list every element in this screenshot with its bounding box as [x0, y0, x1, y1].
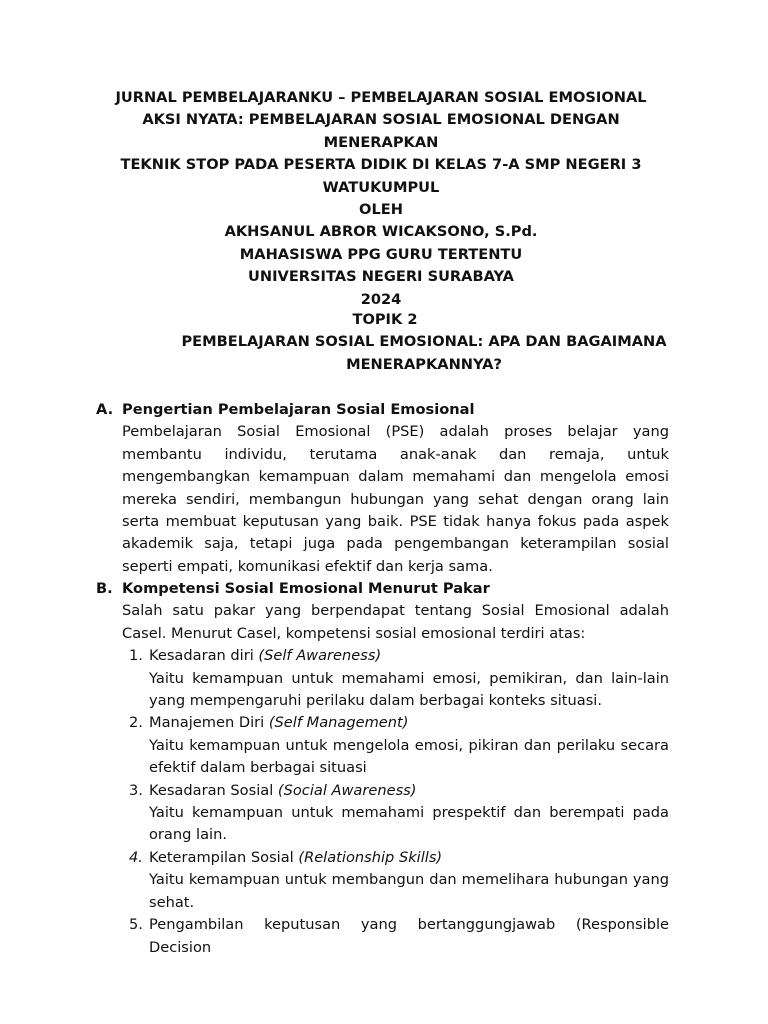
section-a-title: Pengertian Pembelajaran Sosial Emosional — [122, 401, 475, 418]
item-name: Kesadaran Sosial — [149, 781, 278, 799]
list-item — [122, 645, 669, 712]
item-english: (Self Awareness) — [258, 647, 382, 665]
item-name: Kesadaran diri — [149, 647, 259, 665]
list-item-title — [149, 780, 669, 802]
section-a-paragraph: Pembelajaran Sosial Emosional (PSE) adalah proses belajar yang membantu individu, terutama anak-anak dan remaja, untuk mengembangkan kemampuan dalam memahami dan mengelola emosi mereka sendiri, membangun hubungan yang sehat dengan orang lain serta membuat keputusan yang baik. PSE tidak hanya fokus pada aspek akademik saja, tetapi juga pada pengembangan keterampilan sosial seperti empati, komunikasi efektif dan kerja sama. — [122, 423, 669, 575]
header-line: OLEH — [359, 201, 403, 219]
list-item — [122, 847, 669, 914]
list-number: 2. — [129, 714, 143, 732]
section-b-letter: B. — [96, 580, 113, 597]
list-item-title — [149, 914, 669, 959]
topic-title-line2: MENERAPKANNYA? — [346, 355, 502, 373]
header-line: TEKNIK STOP PADA PESERTA DIDIK DI KELAS 7-A SMP NEGERI 3 — [120, 156, 642, 174]
item-english: (Relationship Skills) — [298, 848, 443, 866]
list-item — [122, 780, 669, 847]
header-line: WATUKUMPUL — [322, 178, 440, 196]
item-name: Manajemen Diri — [149, 714, 269, 732]
item-description: Yaitu kemampuan untuk mengelola emosi, pikiran dan perilaku secara efektif dalam berbagai situasi — [149, 736, 669, 777]
list-item — [122, 914, 669, 959]
list-number: 3. — [129, 781, 143, 799]
section-a — [96, 399, 669, 578]
competency-list — [122, 645, 669, 959]
item-description: Yaitu kemampuan untuk memahami emosi, pemikiran, dan lain-lain yang mempengaruhi perilaku dalam berbagai konteks situasi. — [149, 669, 669, 710]
topic-title-line1: PEMBELAJARAN SOSIAL EMOSIONAL: APA DAN BAGAIMANA — [181, 333, 667, 351]
section-a-heading — [96, 399, 669, 421]
header-line: AKSI NYATA: PEMBELAJARAN SOSIAL EMOSIONAL DENGAN MENERAPKAN — [142, 111, 620, 151]
list-item-title — [149, 712, 669, 734]
item-name: Pengambilan keputusan yang bertanggungjawab (Responsible Decision — [149, 916, 669, 956]
section-b — [96, 578, 669, 959]
section-b-heading — [96, 578, 669, 600]
header-line: 2024 — [360, 290, 402, 308]
section-b-title: Kompetensi Sosial Emosional Menurut Pakar — [122, 580, 490, 597]
topic-heading — [100, 309, 670, 376]
item-description: Yaitu kemampuan untuk membangun dan memelihara hubungan yang sehat. — [149, 871, 669, 911]
list-number: 1. — [129, 647, 143, 665]
topic-label: TOPIK 2 — [352, 311, 418, 328]
header-line: AKHSANUL ABROR WICAKSONO, S.Pd. — [224, 223, 538, 241]
item-description: Yaitu kemampuan untuk memahami prespektif dan berempati pada orang lain. — [149, 804, 669, 844]
list-item-title — [149, 645, 669, 667]
item-english: (Social Awareness) — [277, 781, 417, 799]
item-english: (Self Management) — [268, 714, 409, 732]
header-line: MAHASISWA PPG GURU TERTENTU — [239, 245, 523, 263]
section-b-intro: Salah satu pakar yang berpendapat tentang Sosial Emosional adalah Casel. Menurut Casel, kompetensi sosial emosional terdiri atas: — [122, 602, 669, 642]
document-header — [90, 87, 672, 311]
list-item-title — [149, 847, 669, 869]
list-number: 4. — [129, 848, 143, 866]
list-number: 5. — [129, 916, 143, 934]
header-line: JURNAL PEMBELAJARANKU – PEMBELAJARAN SOSIAL EMOSIONAL — [115, 89, 647, 106]
item-name: Keterampilan Sosial — [149, 848, 299, 866]
list-item — [122, 712, 669, 779]
section-a-letter: A. — [96, 401, 114, 418]
header-line: UNIVERSITAS NEGERI SURABAYA — [248, 268, 514, 286]
